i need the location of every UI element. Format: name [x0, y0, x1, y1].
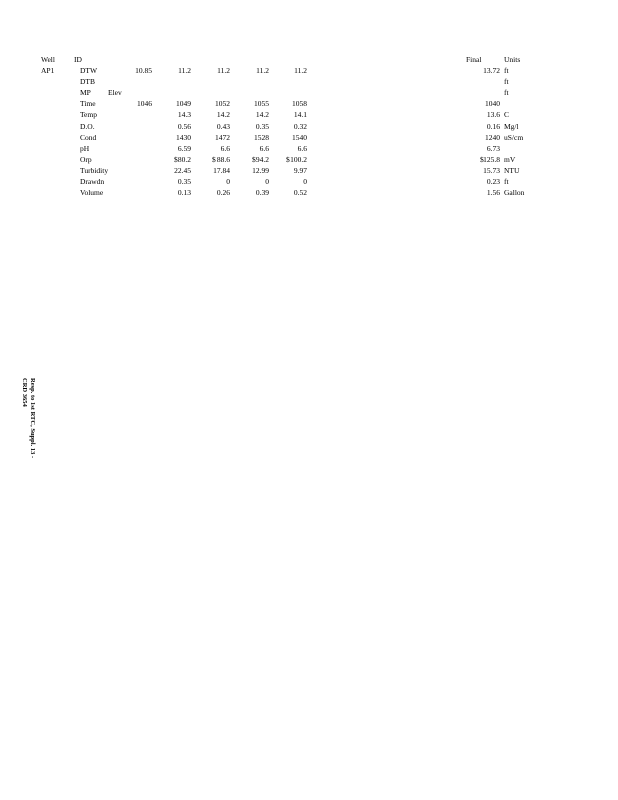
final-drawdn: 0.23	[486, 177, 500, 186]
value-volume-4: 0.39	[255, 188, 269, 198]
value-ph-5: 6.6	[297, 143, 307, 153]
unit-turbidity: NTU	[504, 165, 520, 175]
unit-mp: ft	[504, 88, 509, 98]
value-dtw-2: 11.2	[178, 66, 191, 75]
unit-cond: uS/cm	[504, 132, 524, 142]
value-ph-3: 6.6	[220, 143, 230, 153]
header-final: Final	[466, 55, 482, 64]
value-drawdn-2: 0.35	[177, 177, 191, 186]
header-units: Units	[504, 55, 521, 64]
value-dtw-4: 11.2	[256, 66, 269, 75]
value-orp-2: 80.2	[177, 154, 191, 164]
row-label-dtw: DTW	[80, 66, 98, 75]
value-d-o-4: 0.35	[255, 121, 269, 131]
value-time-3: 1052	[215, 99, 230, 109]
mp-elev-label: Elev	[108, 88, 122, 97]
value-ph-2: 6.59	[177, 143, 191, 153]
header-well: Well	[41, 55, 55, 64]
value-time-5: 1058	[292, 99, 307, 109]
value-volume-2: 0.13	[177, 188, 191, 198]
value-temp-3: 14.2	[216, 110, 230, 120]
unit-drawdn: ft	[504, 177, 509, 186]
row-label-mp: MP	[80, 88, 91, 98]
final-turbidity: 15.73	[483, 165, 500, 175]
value-d-o-3: 0.43	[216, 121, 230, 131]
unit-dtb: ft	[504, 77, 509, 87]
value-turbidity-3: 17.84	[213, 165, 230, 175]
value-volume-5: 0.52	[293, 188, 307, 198]
value-time-1: 1046	[137, 99, 152, 109]
unit-d-o: Mg/l	[504, 121, 519, 131]
row-label-time: Time	[80, 99, 96, 109]
value-turbidity-2: 22.45	[174, 165, 191, 175]
header-id: ID	[74, 55, 82, 64]
unit-temp: C	[504, 110, 510, 120]
row-label-volume: Volume	[80, 188, 104, 198]
value-orp-3: 88.6	[216, 154, 230, 164]
final-time: 1040	[485, 99, 500, 109]
row-label-cond: Cond	[80, 132, 97, 142]
final-orp: 125.8	[483, 154, 500, 164]
unit-volume: Gallon	[504, 188, 525, 198]
value-cond-5: 1540	[292, 132, 307, 142]
row-label-orp: Orp	[80, 154, 92, 164]
final-ph: 6.73	[486, 143, 500, 153]
final-d-o: 0.16	[486, 121, 500, 131]
final-temp: 13.6	[486, 110, 500, 120]
final-volume: 1.56	[486, 188, 500, 198]
value-orp-5: 100.2	[290, 154, 307, 164]
value-cond-4: 1528	[254, 132, 269, 142]
value-time-4: 1055	[254, 99, 269, 109]
value-temp-4: 14.2	[255, 110, 269, 120]
value-time-2: 1049	[176, 99, 191, 109]
unit-dtw: ft	[504, 66, 509, 75]
row-label-turbidity: Turbidity	[80, 165, 109, 175]
side-note-line-1: Resp. to 1st RTC, Suppl. 13 -	[29, 378, 36, 459]
value-dtw-1: 10.85	[135, 66, 152, 75]
value-drawdn-4: 0	[265, 177, 269, 186]
value-volume-3: 0.26	[216, 188, 230, 198]
row-label-dtb: DTB	[80, 77, 95, 87]
row-label-d-o: D.O.	[80, 121, 95, 131]
value-dtw-3: 11.2	[217, 66, 230, 75]
value-d-o-2: 0.56	[177, 121, 191, 131]
row-label-temp: Temp	[80, 110, 97, 120]
value-cond-2: 1430	[176, 132, 191, 142]
side-note-line-2: CRD 3654	[21, 378, 28, 407]
orp-dollar-2: $	[212, 154, 216, 164]
orp-dollar-3: $	[252, 154, 256, 164]
final-dtw: 13.72	[483, 66, 500, 75]
value-turbidity-4: 12.99	[252, 165, 269, 175]
value-dtw-5: 11.2	[294, 66, 307, 75]
unit-orp: mV	[504, 154, 516, 164]
value-orp-4: 94.2	[255, 154, 269, 164]
value-d-o-5: 0.32	[293, 121, 307, 131]
final-cond: 1240	[485, 132, 500, 142]
value-drawdn-5: 0	[303, 177, 307, 186]
value-temp-2: 14.3	[177, 110, 191, 120]
row-label-ph: pH	[80, 143, 90, 153]
orp-dollar-1: $	[174, 154, 178, 164]
value-drawdn-3: 0	[226, 177, 230, 186]
orp-dollar-4: $	[286, 154, 290, 164]
orp-dollar-final: $	[480, 154, 484, 164]
row-label-drawdn: Drawdn	[80, 177, 105, 186]
side-note	[20, 378, 36, 458]
value-temp-5: 14.1	[293, 110, 307, 120]
value-turbidity-5: 9.97	[293, 165, 307, 175]
value-cond-3: 1472	[215, 132, 230, 142]
value-ph-4: 6.6	[259, 143, 269, 153]
well-name: AP1	[41, 66, 55, 75]
